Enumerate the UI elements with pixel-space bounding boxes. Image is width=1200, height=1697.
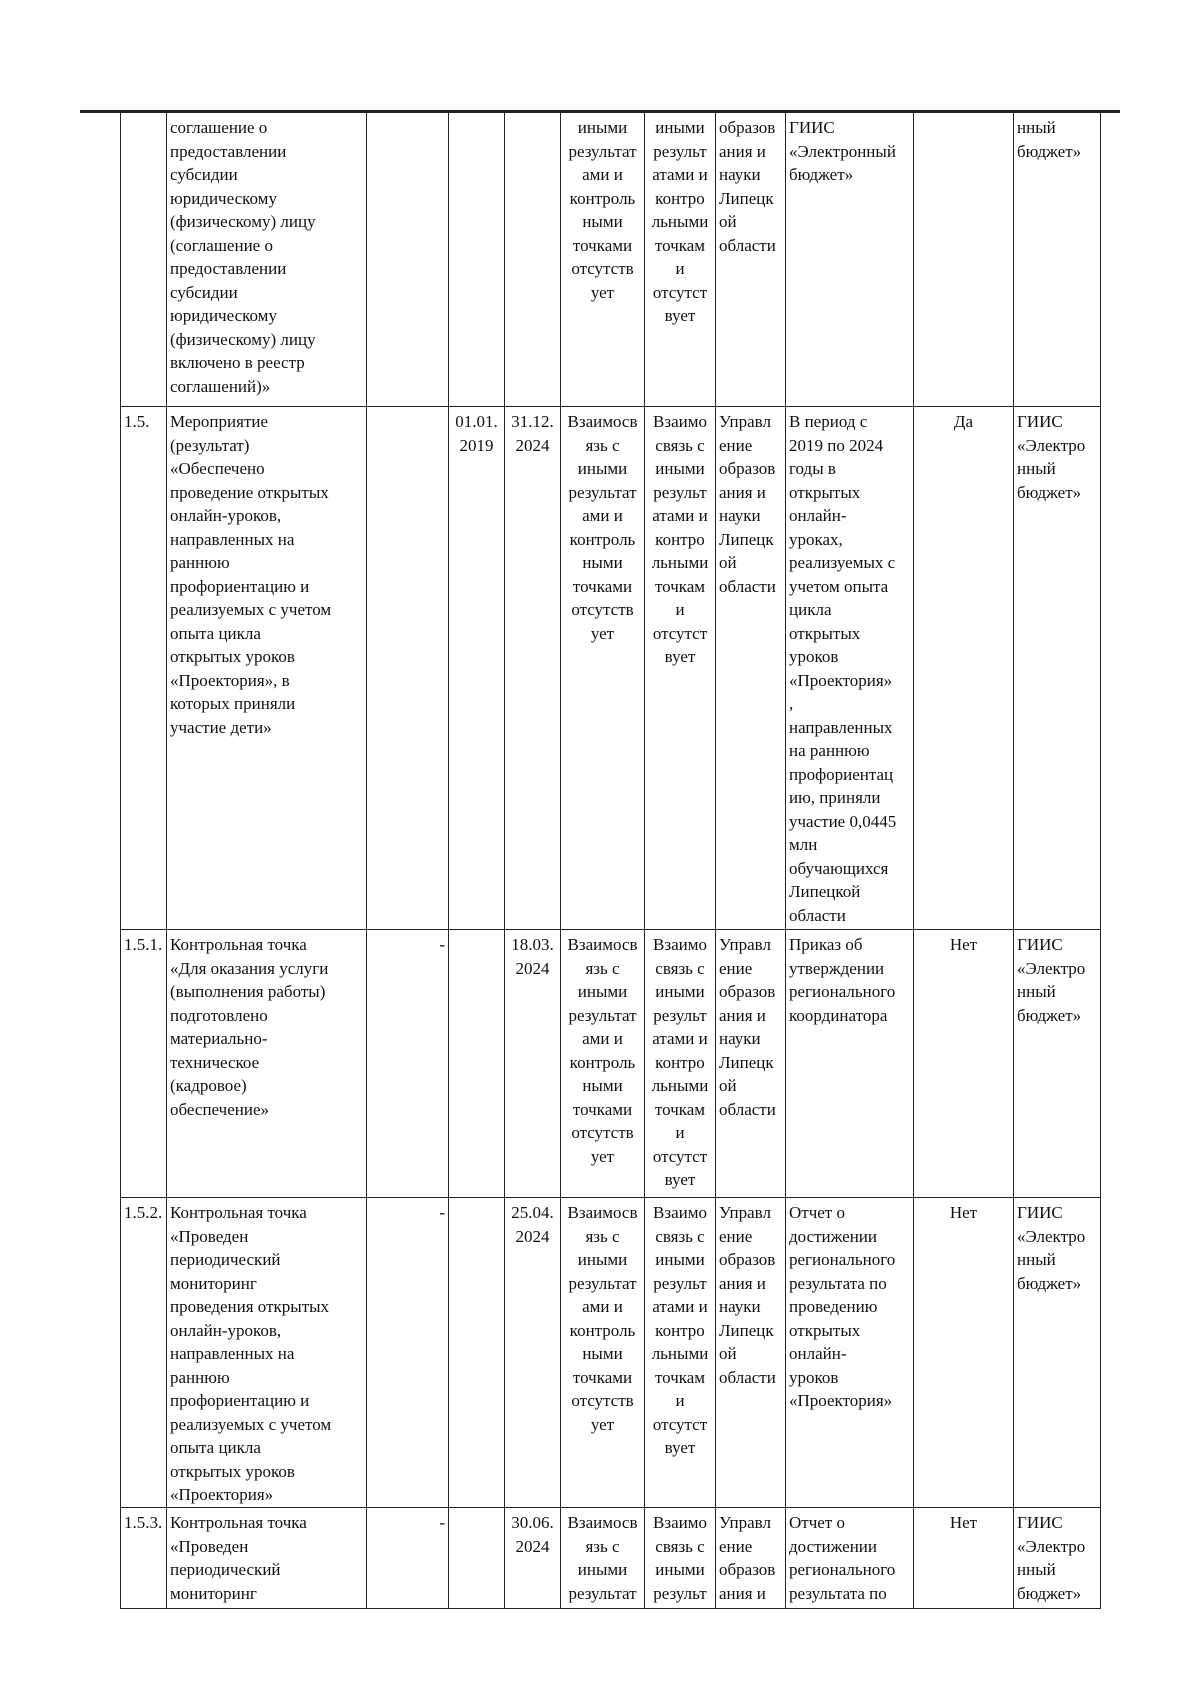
start-date: -: [367, 1198, 449, 1508]
info-system: ГИИС «Электро нный бюджет»: [1014, 930, 1101, 1198]
table-row: [121, 113, 1101, 407]
end-date: 25.04. 2024: [505, 1198, 561, 1508]
result-document: Приказ об утверждении регионального координатора: [786, 930, 914, 1198]
successors: иными результ атами и контро льными точкам и отсутст вует: [645, 113, 716, 407]
info-system: ГИИС «Электро нный бюджет»: [1014, 407, 1101, 930]
empty-cell: [367, 407, 449, 930]
responsible: Управл ение образов ания и науки Липецк ой области: [716, 930, 786, 1198]
responsible: образов ания и науки Липецк ой области: [716, 113, 786, 407]
responsible: Управл ение образов ания и науки Липецк ой области: [716, 407, 786, 930]
predecessors: Взаимосв язь с иными результат: [561, 1508, 645, 1609]
end-date: [505, 113, 561, 407]
result-document: Отчет о достижении регионального результата по: [786, 1508, 914, 1609]
start-date: [449, 113, 505, 407]
row-name: Контрольная точка «Проведен периодический мониторинг проведения открытых онлайн-уроков, направленных на раннюю профориентацию и реализуемых с учетом опыта цикла открытых уроков «Проектория»: [167, 1198, 367, 1508]
flag: [914, 113, 1014, 407]
predecessors: Взаимосв язь с иными результат ами и контроль ными точками отсутств ует: [561, 407, 645, 930]
row-name: Контрольная точка «Для оказания услуги (выполнения работы) подготовлено материально- техническое (кадровое) обеспечение»: [167, 930, 367, 1198]
successors: Взаимо связь с иными результ: [645, 1508, 716, 1609]
row-name: Мероприятие (результат) «Обеспечено проведение открытых онлайн-уроков, направленных на раннюю профориентацию и реализуемых с учетом опыта цикла открытых уроков «Проектория», в которых приняли участие дети»: [167, 407, 367, 930]
successors: Взаимо связь с иными результ атами и контро льными точкам и отсутст вует: [645, 407, 716, 930]
info-system: ГИИС «Электро нный бюджет»: [1014, 1508, 1101, 1609]
flag: Да: [914, 407, 1014, 930]
row-number: 1.5.1.: [121, 930, 167, 1198]
empty-cell: [449, 930, 505, 1198]
empty-cell: [449, 1198, 505, 1508]
responsible: Управл ение образов ания и: [716, 1508, 786, 1609]
flag: Нет: [914, 1508, 1014, 1609]
result-document: В период с 2019 по 2024 годы в открытых онлайн- уроках, реализуемых с учетом опыта цикла открытых уроков «Проектория» , направленных на раннюю профориентац ию, приняли участие 0,0445 млн обучающихся Липецкой области: [786, 407, 914, 930]
row-name: соглашение о предоставлении субсидии юридическому (физическому) лицу (соглашение о предоставлении субсидии юридическому (физическому) лицу включено в реестр соглашений)»: [167, 113, 367, 407]
predecessors: Взаимосв язь с иными результат ами и контроль ными точками отсутств ует: [561, 930, 645, 1198]
flag: Нет: [914, 1198, 1014, 1508]
end-date: 31.12. 2024: [505, 407, 561, 930]
info-system: ГИИС «Электро нный бюджет»: [1014, 1198, 1101, 1508]
row-number: 1.5.3.: [121, 1508, 167, 1609]
successors: Взаимо связь с иными результ атами и контро льными точкам и отсутст вует: [645, 930, 716, 1198]
flag: Нет: [914, 930, 1014, 1198]
table-row: [121, 1508, 1101, 1609]
row-name: Контрольная точка «Проведен периодический мониторинг: [167, 1508, 367, 1609]
row-number: 1.5.2.: [121, 1198, 167, 1508]
end-date: 30.06. 2024: [505, 1508, 561, 1609]
empty-cell: [449, 1508, 505, 1609]
table-row: [121, 930, 1101, 1198]
row-number: 1.5.: [121, 407, 167, 930]
successors: Взаимо связь с иными результ атами и контро льными точкам и отсутст вует: [645, 1198, 716, 1508]
row-number: [121, 113, 167, 407]
responsible: Управл ение образов ания и науки Липецк ой области: [716, 1198, 786, 1508]
plan-table: [120, 112, 1101, 1609]
start-date: 01.01. 2019: [449, 407, 505, 930]
info-system: нный бюджет»: [1014, 113, 1101, 407]
predecessors: иными результат ами и контроль ными точками отсутств ует: [561, 113, 645, 407]
table-row: [121, 407, 1101, 930]
predecessors: Взаимосв язь с иными результат ами и контроль ными точками отсутств ует: [561, 1198, 645, 1508]
result-document: Отчет о достижении регионального результата по проведению открытых онлайн- уроков «Проектория»: [786, 1198, 914, 1508]
start-date: -: [367, 1508, 449, 1609]
end-date: 18.03. 2024: [505, 930, 561, 1198]
result-document: ГИИС «Электронный бюджет»: [786, 113, 914, 407]
table-row: [121, 1198, 1101, 1508]
start-date: -: [367, 930, 449, 1198]
empty-cell: [367, 113, 449, 407]
